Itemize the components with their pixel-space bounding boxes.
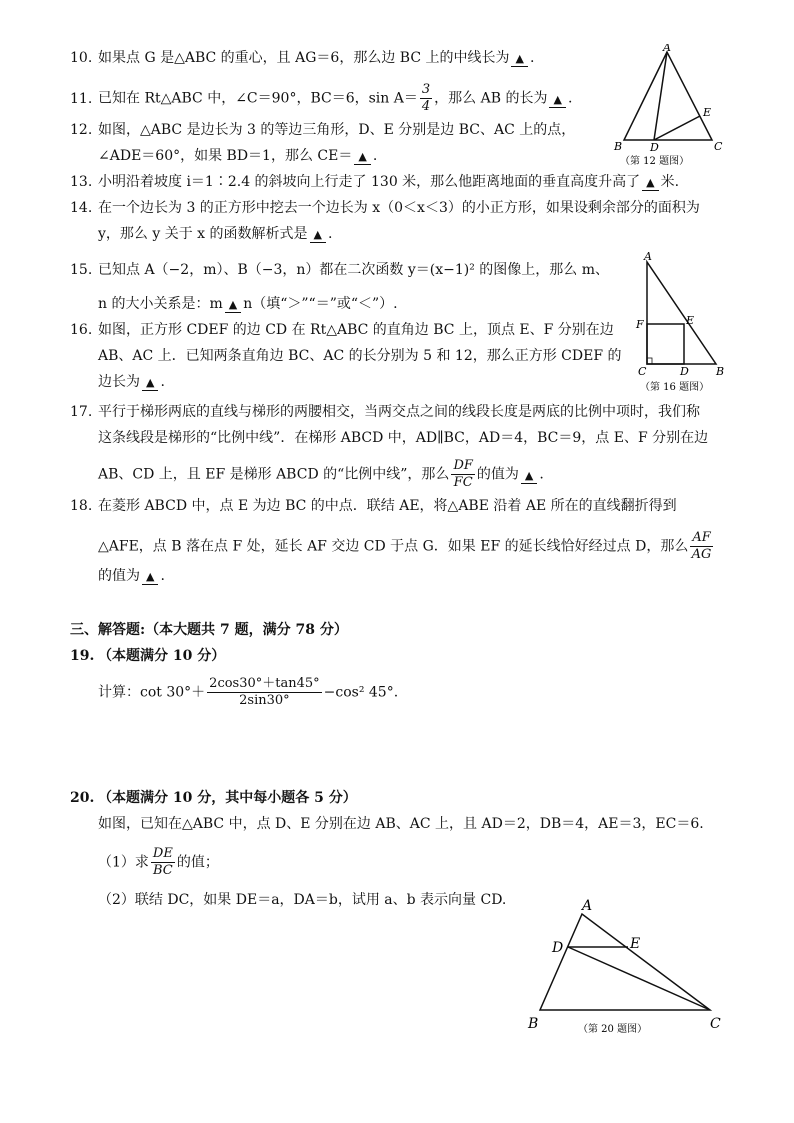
question-15-line2 (98, 294, 398, 314)
figure-16-diagram (630, 250, 730, 398)
label-B: B (528, 1016, 539, 1032)
question-text: 在菱形 ABCD 中，点 E 为边 BC 的中点．联结 AE，将△ABE 沿着 AE 所在的直线翻折得到 (98, 498, 677, 514)
question-20-header (70, 788, 357, 808)
question-text: 计算：cot 30°＋ (98, 684, 206, 701)
question-17-line2 (98, 428, 708, 448)
label-E: E (630, 936, 641, 952)
question-number: 10. (70, 50, 93, 66)
label-C: C (714, 140, 723, 153)
question-text: 在一个边长为 3 的正方形中挖去一个边长为 x（0＜x＜3）的小正方形，如果设剩余部分的面积为 (98, 200, 700, 216)
label-E: E (703, 106, 712, 119)
question-text-end: . (372, 148, 378, 164)
figure-20 (518, 892, 728, 1042)
figure-caption: （第 20 题图） (578, 1024, 648, 1035)
answer-blank[interactable]: ▲ (511, 52, 527, 67)
fraction (207, 676, 321, 709)
figure-12-diagram (612, 44, 732, 169)
label-A: A (582, 898, 593, 914)
question-text: y，那么 y 关于 x 的函数解析式是 (98, 226, 308, 242)
question-score: （本题满分 10 分） (98, 648, 226, 664)
fraction-denominator: 4 (421, 99, 431, 114)
question-text: 平行于梯形两底的直线与梯形的两腰相交，当两交点之间的线段长度是两底的比例中项时，我们称 (98, 404, 700, 420)
question-text-end: . (539, 466, 544, 483)
question-text: n 的大小关系是：m (98, 296, 223, 312)
question-16-line3 (98, 372, 165, 392)
label-D: D (680, 365, 689, 378)
fraction-denominator: AG (691, 547, 712, 562)
figure-16 (630, 250, 730, 398)
label-D: D (650, 141, 659, 154)
section-heading: 三、解答题:（本大题共 7 题，满分 78 分） (70, 622, 348, 638)
fraction-denominator: FC (453, 475, 473, 490)
question-text-end: . (529, 50, 535, 66)
question-number: 13. (70, 174, 93, 190)
fraction-numerator: DF (453, 458, 473, 473)
question-text: ∠ADE＝60°，如果 BD＝1，那么 CE＝ (98, 148, 353, 164)
question-16-line1 (70, 320, 614, 340)
question-text-end: . (327, 226, 333, 242)
question-text: 的值为 (476, 466, 519, 483)
question-text: △AFE，点 B 落在点 F 处，延长 AF 交边 CD 于点 G．如果 EF 的延长线恰好经过点 D，那么 (98, 538, 689, 555)
question-text: 小明沿着坡度 i＝1∶2.4 的斜坡向上行走了 130 米，那么他距离地面的垂直高度升高了 (98, 174, 641, 190)
question-text-end: . (567, 90, 573, 107)
answer-blank[interactable]: ▲ (142, 376, 158, 391)
question-text-end: 米. (660, 174, 680, 190)
answer-blank[interactable]: ▲ (642, 176, 658, 191)
label-C: C (710, 1016, 721, 1032)
answer-blank[interactable]: ▲ (142, 570, 158, 585)
fraction-numerator: DE (152, 846, 173, 861)
figure-20-diagram (518, 892, 728, 1042)
question-12-line2 (98, 146, 377, 166)
question-19-calc (98, 676, 398, 709)
question-text: 的值； (176, 854, 219, 871)
fraction (420, 82, 432, 115)
question-11 (70, 82, 572, 115)
question-number: 15. (70, 262, 93, 278)
question-18-line2 (98, 530, 715, 563)
question-12-line1 (70, 120, 575, 140)
question-text: 已知在 Rt△ABC 中，∠C＝90°，BC＝6，sin A＝ (98, 90, 418, 107)
label-C: C (638, 365, 647, 378)
question-number: 19. (70, 648, 95, 664)
question-text: 如图，△ABC 是边长为 3 的等边三角形，D、E 分别是边 BC、AC 上的点， (98, 122, 576, 138)
question-10 (70, 48, 534, 68)
question-text: 边长为 (98, 374, 140, 390)
question-14-line2 (98, 224, 332, 244)
fraction (690, 530, 712, 563)
question-number: 17. (70, 404, 93, 420)
answer-blank[interactable]: ▲ (225, 298, 241, 313)
figure-caption: （第 16 题图） (640, 382, 710, 393)
question-20-line1 (98, 814, 704, 834)
question-19-header (70, 646, 225, 666)
question-text: AB、AC 上．已知两条直角边 BC、AC 的长分别为 5 和 12，那么正方形 CDEF 的 (98, 348, 622, 364)
question-text: （1）求 (98, 854, 149, 871)
question-number: 18. (70, 498, 93, 514)
question-16-line2 (98, 346, 622, 366)
fraction-numerator: 3 (421, 82, 431, 97)
question-text: 如图，已知在△ABC 中，点 D、E 分别在边 AB、AC 上，且 AD＝2，DB＝4，AE＝3，EC＝6. (98, 816, 704, 832)
answer-blank[interactable]: ▲ (310, 228, 326, 243)
question-text: 这条线段是梯形的“比例中线”．在梯形 ABCD 中，AD∥BC，AD＝4，BC＝9，点 E、F 分别在边 (98, 430, 709, 446)
question-score: （本题满分 10 分，其中每小题各 5 分） (98, 790, 357, 806)
question-13 (70, 172, 679, 192)
question-number: 20. (70, 790, 95, 806)
answer-blank[interactable]: ▲ (549, 93, 565, 108)
question-text: −cos² 45°. (323, 684, 399, 701)
question-text-end: . (160, 568, 165, 584)
question-number: 12. (70, 122, 93, 138)
label-B: B (614, 140, 623, 153)
figure-caption: （第 12 题图） (620, 156, 690, 167)
question-17-line1 (70, 402, 700, 422)
question-text-end: n（填“＞”“＝”或“＜”）. (243, 296, 398, 312)
question-18-line3 (98, 566, 165, 586)
label-E: E (686, 314, 695, 327)
question-text-end: . (160, 374, 165, 390)
question-text: AB、CD 上，且 EF 是梯形 ABCD 的“比例中线”，那么 (98, 466, 450, 483)
question-text: 如图，正方形 CDEF 的边 CD 在 Rt△ABC 的直角边 BC 上，顶点 E、F 分别在边 (98, 322, 614, 338)
question-number: 11. (70, 90, 93, 107)
fraction-denominator: 2sin30° (239, 693, 290, 708)
fraction-numerator: AF (692, 530, 711, 545)
question-15-line1 (70, 260, 609, 280)
label-B: B (716, 365, 725, 378)
question-17-line3 (98, 458, 544, 491)
fraction (451, 458, 474, 491)
question-20-part1 (98, 846, 219, 879)
label-A: A (644, 250, 652, 263)
question-14-line1 (70, 198, 700, 218)
question-number: 16. (70, 322, 93, 338)
question-text: 已知点 A（−2，m）、B（−3，n）都在二次函数 y＝(x−1)² 的图像上，那么 m、 (98, 262, 610, 278)
label-F: F (636, 318, 644, 331)
answer-blank[interactable]: ▲ (354, 150, 370, 165)
question-text: （2）联结 DC，如果 DE＝a，DA＝b，试用 a、b 表示向量 CD. (98, 892, 507, 908)
question-20-part2 (98, 890, 506, 910)
label-A: A (663, 44, 671, 54)
question-18-line1 (70, 496, 677, 516)
answer-blank[interactable]: ▲ (521, 469, 537, 484)
question-text: 如果点 G 是△ABC 的重心，且 AG＝6，那么边 BC 上的中线长为 (98, 50, 510, 66)
label-D: D (552, 940, 564, 956)
question-text: ，那么 AB 的长为 (434, 90, 548, 107)
fraction-numerator: 2cos30°＋tan45° (209, 676, 320, 691)
question-text: 的值为 (98, 568, 140, 584)
figure-12 (612, 44, 732, 169)
fraction (151, 846, 175, 879)
question-number: 14. (70, 200, 93, 216)
fraction-denominator: BC (153, 863, 173, 878)
